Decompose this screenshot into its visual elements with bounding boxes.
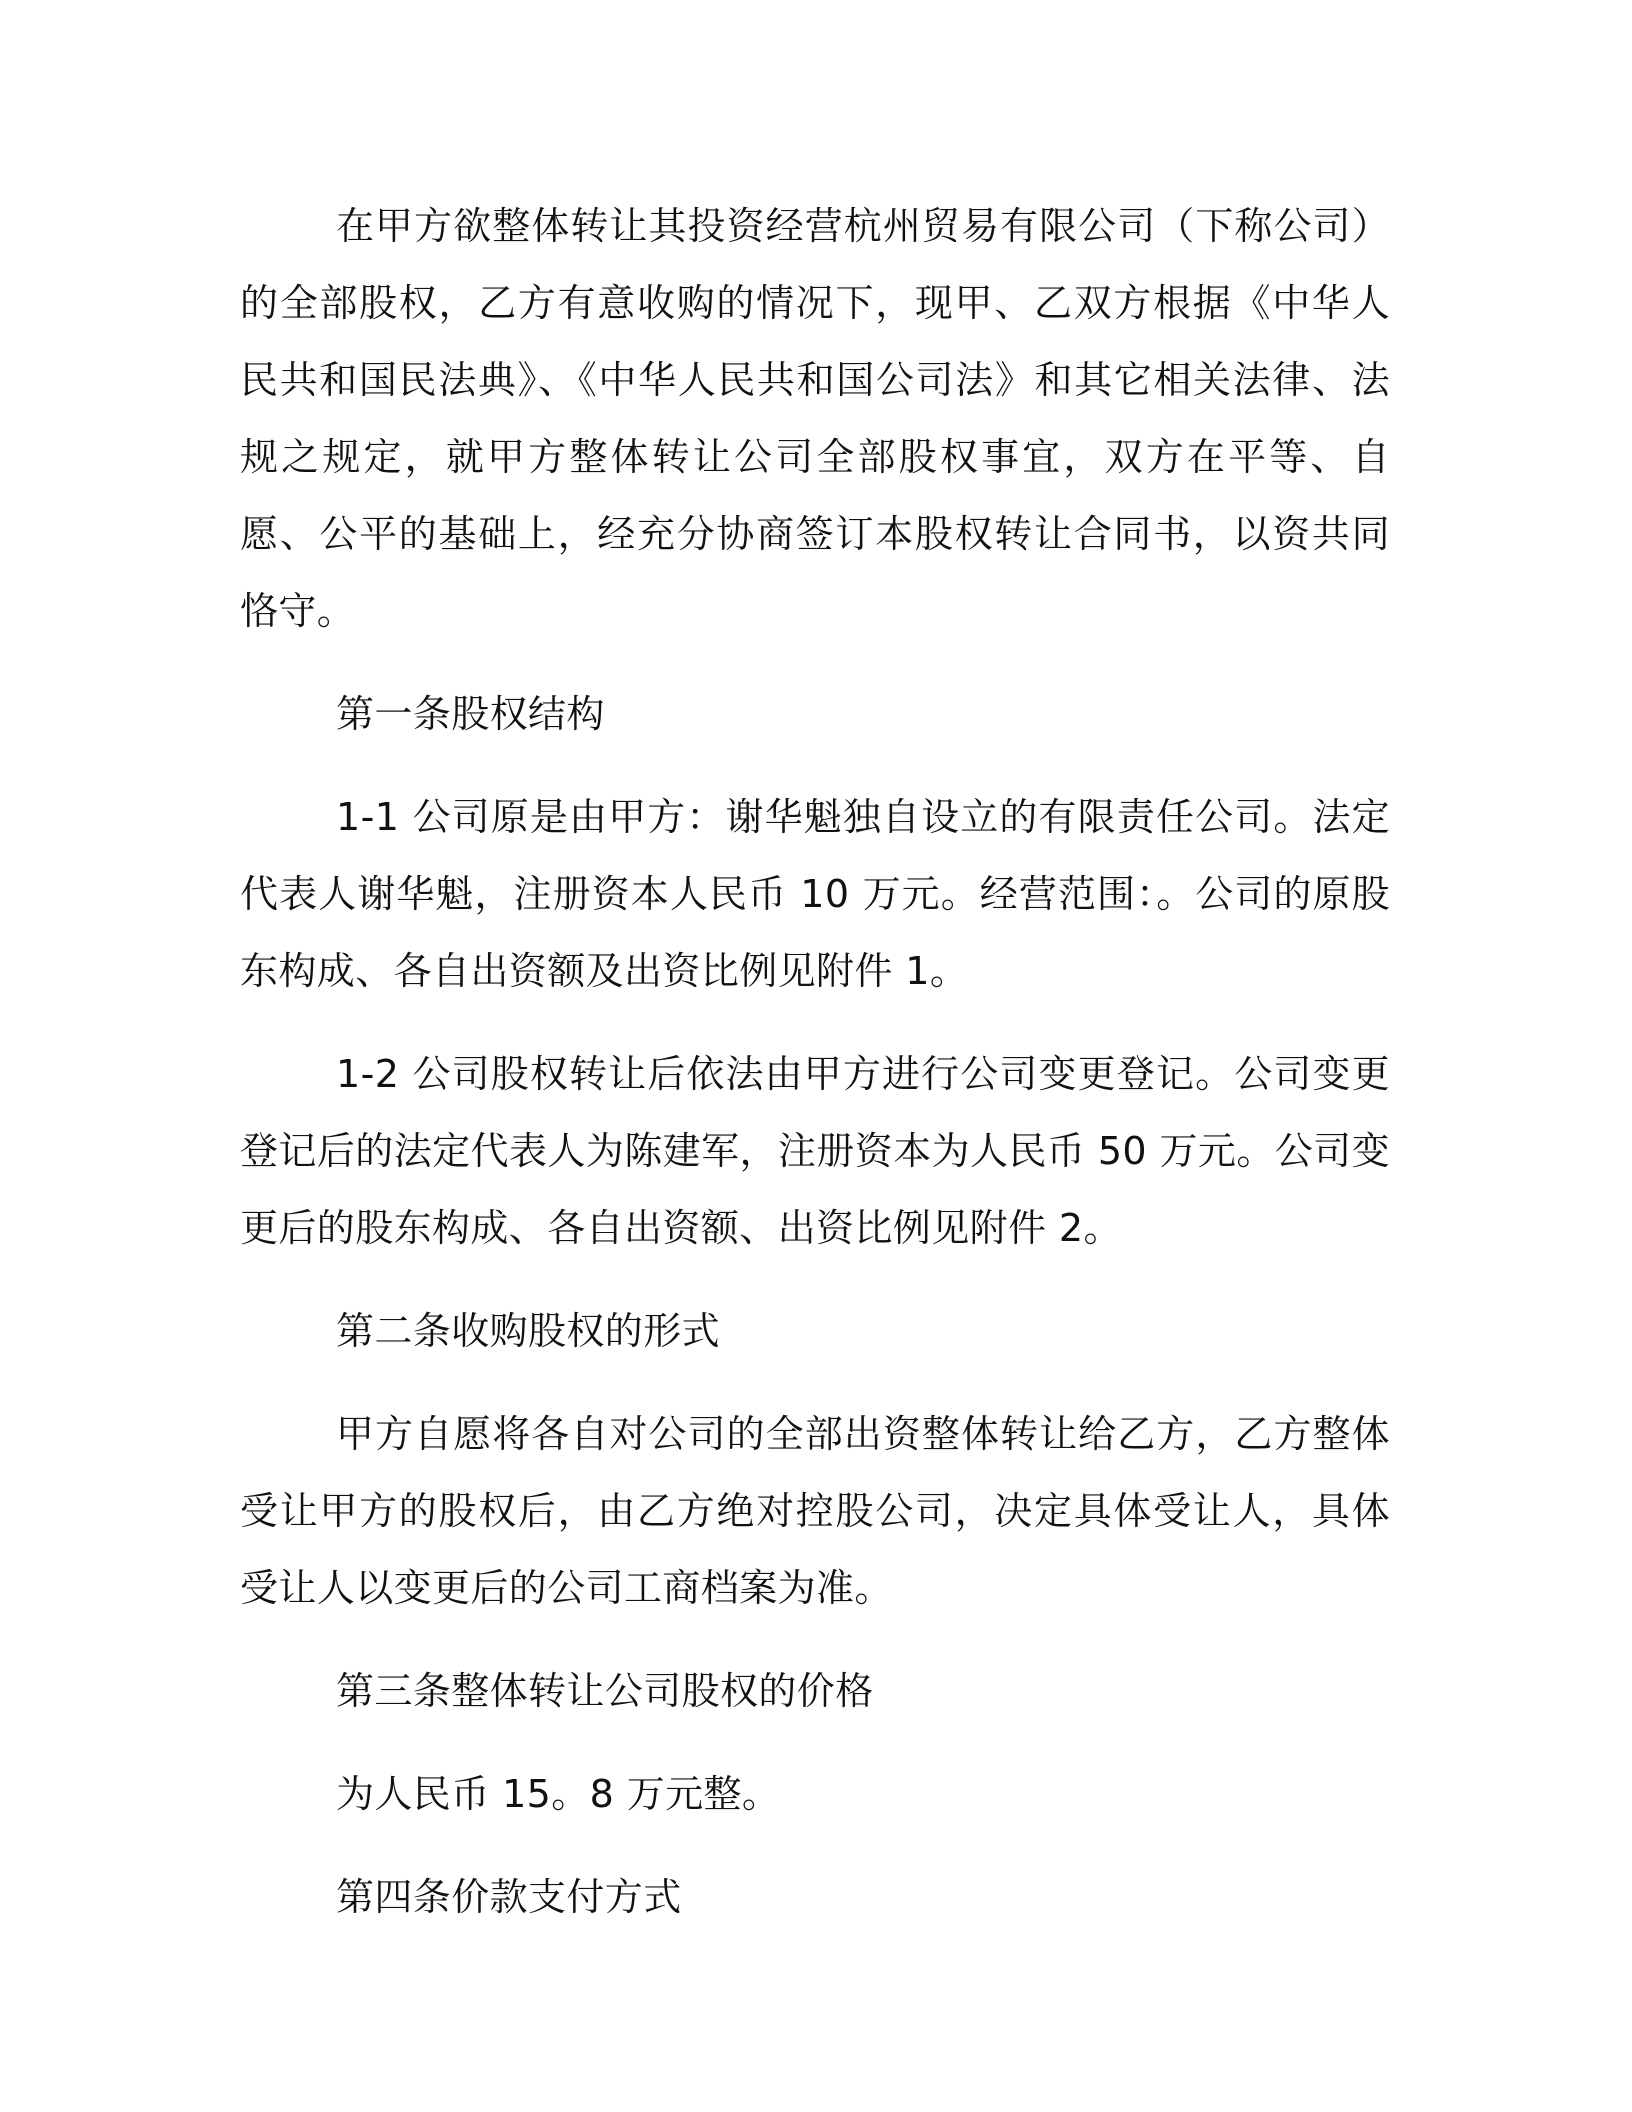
article-3-price-text: 为人民币 15。8 万元整。	[336, 1772, 781, 1816]
article-4-heading: 第四条价款支付方式	[336, 1875, 682, 1919]
preamble-paragraph: 在甲方欲整体转让其投资经营杭州贸易有限公司（下称公司）的全部股权，乙方有意收购的情况下，现甲、乙双方根据《中华人民共和国民法典》、《中华人民共和国公司法》和其它相关法律、法规之规定，就甲方整体转让公司全部股权事宜，双方在平等、自愿、公平的基础上，经充分协商签订本股权转让合同书，以资共同恪守。	[240, 204, 1390, 633]
article-3-heading: 第三条整体转让公司股权的价格	[336, 1669, 874, 1713]
clause-1-2-paragraph: 1-2 公司股权转让后依法由甲方进行公司变更登记。公司变更登记后的法定代表人为陈建军，注册资本为人民币 50 万元。公司变更后的股东构成、各自出资额、出资比例见附件 2。	[240, 1052, 1390, 1250]
document-body	[240, 188, 1390, 1962]
clause-1-1-paragraph: 1-1 公司原是由甲方：谢华魁独自设立的有限责任公司。法定代表人谢华魁，注册资本人民币 10 万元。经营范围：。公司的原股东构成、各自出资额及出资比例见附件 1。	[240, 795, 1390, 993]
article-1-heading: 第一条股权结构	[336, 692, 605, 736]
article-2-heading: 第二条收购股权的形式	[336, 1309, 721, 1353]
article-2-paragraph: 甲方自愿将各自对公司的全部出资整体转让给乙方，乙方整体受让甲方的股权后，由乙方绝对控股公司，决定具体受让人，具体受让人以变更后的公司工商档案为准。	[240, 1412, 1390, 1610]
